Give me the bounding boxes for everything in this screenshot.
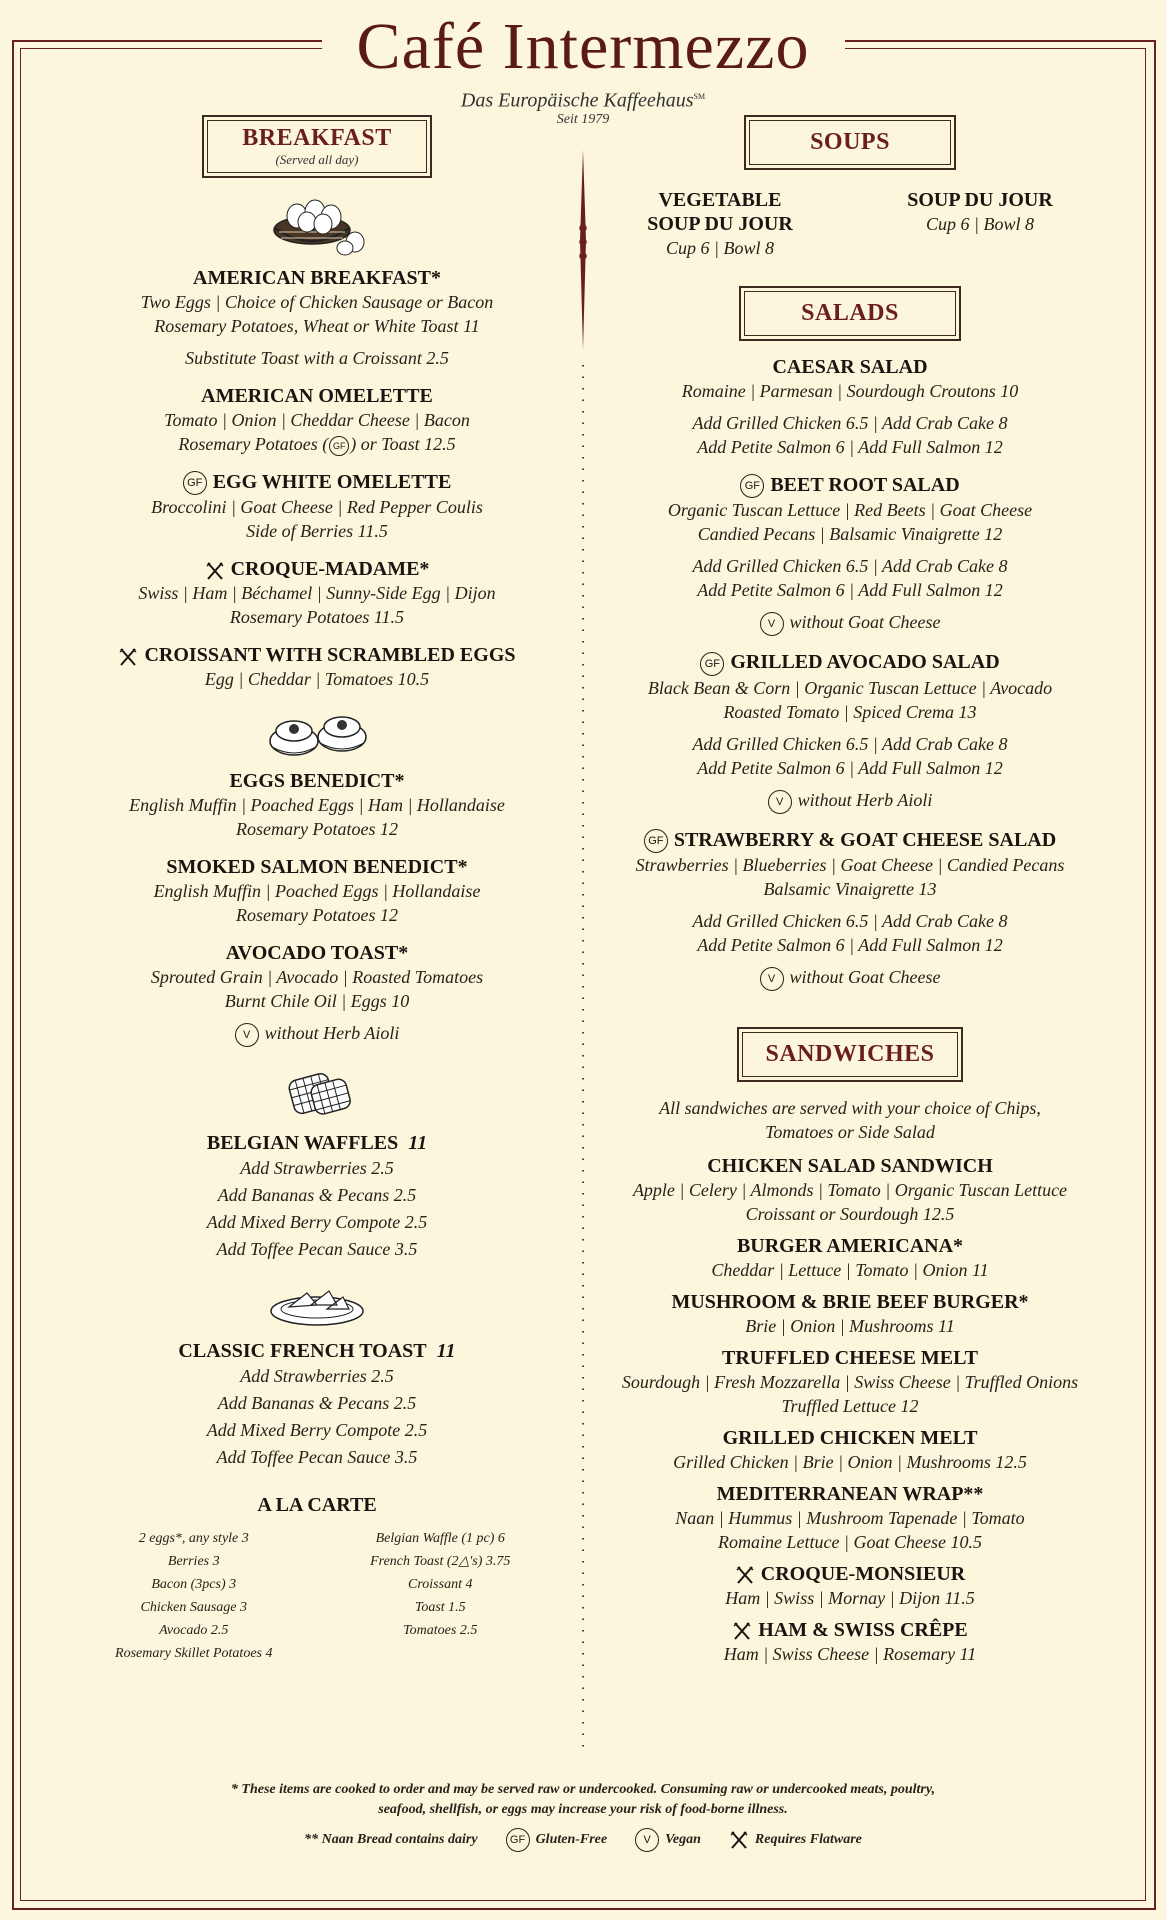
legend-vegan: Vegan — [665, 1832, 701, 1848]
menu-item-american-omelette — [60, 384, 574, 456]
item-desc: Truffled Lettuce 12 — [781, 1395, 919, 1416]
menu-item-strawberry-goat-salad — [590, 828, 1110, 991]
item-desc: Organic Tuscan Lettuce | Red Beets | Goat Cheese — [667, 500, 1033, 521]
a-la-carte-right — [326, 1527, 554, 1665]
menu-item-chicken-salad-sandwich — [590, 1154, 1110, 1226]
item-desc: Ham | Swiss | Mornay | Dijon 11.5 — [725, 1587, 975, 1608]
flatware-icon — [732, 1621, 752, 1641]
a-la-carte-item: Tomatoes 2.5 — [403, 1623, 478, 1639]
vegan-option: without Goat Cheese — [789, 612, 941, 633]
item-addon: Add Toffee Pecan Sauce 3.5 — [216, 1447, 418, 1468]
menu-item-american-breakfast — [60, 266, 574, 370]
item-addon: Add Grilled Chicken 6.5 | Add Crab Cake 8 — [692, 556, 1008, 577]
menu-item-mediterranean-wrap — [590, 1482, 1110, 1554]
item-name: HAM & SWISS CRÊPE — [758, 1618, 968, 1641]
menu-item-soup-du-jour — [907, 188, 1053, 260]
brand-header — [0, 8, 1166, 128]
a-la-carte-item: Chicken Sausage 3 — [140, 1600, 248, 1616]
egg-basket-illustration — [267, 194, 367, 256]
item-desc: ) or Toast 12.5 — [350, 434, 456, 454]
item-desc: Apple | Celery | Almonds | Tomato | Organic Tuscan Lettuce — [632, 1179, 1068, 1200]
legend-flatware: Requires Flatware — [754, 1832, 862, 1848]
breakfast-column — [60, 115, 574, 1665]
item-addon: Add Grilled Chicken 6.5 | Add Crab Cake 8 — [692, 733, 1008, 754]
item-desc: Side of Berries 11.5 — [246, 521, 388, 542]
item-name: GRILLED AVOCADO SALAD — [730, 651, 1000, 674]
item-name: BEET ROOT SALAD — [770, 474, 960, 496]
item-desc: Strawberries | Blueberries | Goat Cheese | Candied Pecans — [635, 854, 1065, 875]
item-name: STRAWBERRY & GOAT CHEESE SALAD — [673, 828, 1057, 851]
flatware-icon — [118, 647, 138, 667]
a-la-carte-title: A LA CARTE — [257, 1494, 377, 1517]
breakfast-title: BREAKFAST — [242, 125, 392, 151]
item-addon: Add Grilled Chicken 6.5 | Add Crab Cake 8 — [692, 910, 1008, 931]
item-addon: Add Grilled Chicken 6.5 | Add Crab Cake 8 — [692, 413, 1008, 433]
gluten-free-icon: GF — [506, 1828, 530, 1852]
item-desc: Two Eggs | Choice of Chicken Sausage or Bacon — [140, 292, 494, 312]
menu-item-croque-monsieur — [590, 1562, 1110, 1610]
item-addon: Add Bananas & Pecans 2.5 — [217, 1393, 417, 1414]
item-name: SOUP DU JOUR — [907, 189, 1053, 211]
soups-list — [590, 188, 1110, 260]
flatware-icon — [729, 1830, 749, 1850]
vegan-option: without Herb Aioli — [264, 1023, 400, 1044]
item-desc: Black Bean & Corn | Organic Tuscan Lettuce | Avocado — [647, 677, 1053, 698]
salads-header — [739, 286, 961, 341]
soups-title: SOUPS — [810, 129, 890, 155]
gluten-free-icon: GF — [183, 471, 207, 495]
brand-title: Café Intermezzo — [356, 10, 810, 83]
vegan-icon: V — [768, 790, 792, 814]
item-desc: Broccolini | Goat Cheese | Red Pepper Coulis — [151, 497, 483, 518]
brand-established: Seit 1979 — [556, 111, 610, 127]
item-desc: English Muffin | Poached Eggs | Ham | Hollandaise — [129, 795, 505, 816]
a-la-carte — [60, 1493, 574, 1665]
item-name: AMERICAN BREAKFAST* — [193, 267, 441, 289]
vegan-option: without Herb Aioli — [797, 789, 933, 810]
item-desc: Cheddar | Lettuce | Tomato | Onion 11 — [711, 1259, 989, 1280]
item-addon: Add Petite Salmon 6 | Add Full Salmon 12 — [697, 757, 1003, 778]
item-name: BELGIAN WAFFLES — [206, 1132, 399, 1155]
item-name: SMOKED SALMON BENEDICT* — [166, 856, 468, 879]
item-desc: Sprouted Grain | Avocado | Roasted Tomatoes — [150, 967, 484, 988]
item-addon: Add Strawberries 2.5 — [240, 1158, 394, 1179]
item-name: CAESAR SALAD — [772, 356, 928, 378]
menu-item-burger-americana — [590, 1234, 1110, 1282]
sandwiches-note: Tomatoes or Side Salad — [765, 1121, 935, 1142]
item-price: Cup 6 | Bowl 8 — [666, 238, 774, 258]
item-desc: Rosemary Potatoes 11.5 — [229, 607, 405, 628]
salads-title: SALADS — [801, 300, 899, 326]
legend — [60, 1828, 1106, 1852]
a-la-carte-item: Toast 1.5 — [414, 1600, 466, 1616]
sandwiches-title: SANDWICHES — [765, 1040, 935, 1067]
item-addon: Add Mixed Berry Compote 2.5 — [206, 1420, 428, 1441]
item-desc: Roasted Tomato | Spiced Crema 13 — [723, 701, 977, 722]
breakfast-header — [202, 115, 431, 178]
a-la-carte-item: French Toast (2△'s) 3.75 — [370, 1554, 511, 1570]
menu-item-ham-swiss-crepe — [590, 1618, 1110, 1666]
item-addon: Add Mixed Berry Compote 2.5 — [206, 1212, 428, 1233]
item-desc: Tomato | Onion | Cheddar Cheese | Bacon — [164, 410, 470, 430]
item-desc: Rosemary Potatoes ( — [178, 434, 329, 454]
a-la-carte-item: 2 eggs*, any style 3 — [138, 1531, 249, 1547]
item-name: MEDITERRANEAN WRAP** — [716, 1482, 984, 1505]
menu-item-french-toast — [60, 1339, 574, 1471]
item-desc: Croissant or Sourdough 12.5 — [745, 1203, 955, 1224]
brand-subtitle: Das Europäische Kaffeehaus — [460, 89, 694, 112]
waffle-illustration — [277, 1063, 357, 1121]
item-desc: Rosemary Potatoes 12 — [236, 819, 398, 840]
item-desc: Naan | Hummus | Mushroom Tapenade | Tomato — [675, 1507, 1025, 1528]
item-name: CROQUE-MADAME* — [230, 558, 430, 581]
item-name: BURGER AMERICANA* — [736, 1234, 964, 1257]
a-la-carte-item: Avocado 2.5 — [159, 1623, 229, 1639]
item-desc: Brie | Onion | Mushrooms 11 — [745, 1315, 955, 1336]
menu-item-croissant-eggs — [60, 643, 574, 691]
item-desc: Grilled Chicken | Brie | Onion | Mushrooms 12.5 — [673, 1451, 1027, 1472]
menu-item-vegetable-soup — [647, 188, 793, 260]
vegan-icon: V — [760, 612, 784, 636]
item-name: CHICKEN SALAD SANDWICH — [707, 1154, 993, 1177]
a-la-carte-item: Belgian Waffle (1 pc) 6 — [375, 1531, 505, 1547]
menu-item-grilled-chicken-melt — [590, 1426, 1110, 1474]
a-la-carte-left — [80, 1527, 308, 1665]
item-addon: Add Toffee Pecan Sauce 3.5 — [216, 1239, 418, 1260]
a-la-carte-item: Rosemary Skillet Potatoes 4 — [115, 1646, 273, 1662]
footer — [60, 1780, 1106, 1852]
item-name: TRUFFLED CHEESE MELT — [722, 1346, 978, 1369]
gluten-free-icon: GF — [740, 474, 764, 498]
item-name: EGG WHITE OMELETTE — [212, 471, 452, 493]
item-desc: English Muffin | Poached Eggs | Hollandaise — [153, 881, 481, 902]
item-desc: Balsamic Vinaigrette 13 — [763, 878, 937, 899]
a-la-carte-item: Bacon (3pcs) 3 — [151, 1577, 237, 1593]
menu-item-grilled-avocado-salad — [590, 650, 1110, 813]
item-name: CROQUE-MONSIEUR — [760, 1562, 966, 1585]
item-name: AVOCADO TOAST* — [225, 942, 409, 965]
item-name: GRILLED CHICKEN MELT — [722, 1426, 978, 1449]
menu-item-truffled-cheese-melt — [590, 1346, 1110, 1418]
item-name: CLASSIC FRENCH TOAST — [178, 1340, 427, 1363]
menu-item-smoked-salmon-benedict — [60, 855, 574, 927]
item-desc: Rosemary Potatoes 12 — [236, 905, 398, 926]
gluten-free-icon: GF — [644, 829, 668, 853]
right-column — [590, 115, 1110, 1666]
footer-disclaimer: seafood, shellfish, or eggs may increase your risk of food-borne illness. — [378, 1802, 788, 1817]
item-name: AMERICAN OMELETTE — [201, 385, 433, 407]
a-la-carte-item: Croissant 4 — [408, 1577, 473, 1593]
item-price: Cup 6 | Bowl 8 — [926, 214, 1034, 234]
item-name: MUSHROOM & BRIE BEEF BURGER* — [671, 1290, 1029, 1313]
footer-disclaimer: * These items are cooked to order and may be served raw or undercooked. Consuming raw or undercooked meats, poultry, — [230, 1782, 936, 1797]
soups-header — [744, 115, 956, 170]
eggs-benedict-illustration — [262, 707, 372, 763]
menu-item-eggs-benedict — [60, 769, 574, 841]
item-desc: Romaine | Parmesan | Sourdough Croutons 10 — [681, 381, 1019, 401]
breakfast-note: (Served all day) — [275, 152, 359, 167]
sandwiches-note: All sandwiches are served with your choice of Chips, — [659, 1097, 1041, 1118]
menu-item-avocado-toast — [60, 941, 574, 1047]
french-toast-illustration — [267, 1279, 367, 1329]
item-desc: Burnt Chile Oil | Eggs 10 — [224, 991, 410, 1012]
item-addon: Add Petite Salmon 6 | Add Full Salmon 12 — [697, 437, 1003, 457]
gluten-free-icon: GF — [700, 652, 724, 676]
menu-item-mushroom-brie-burger — [590, 1290, 1110, 1338]
item-desc: Egg | Cheddar | Tomatoes 10.5 — [204, 669, 430, 690]
item-desc: Swiss | Ham | Béchamel | Sunny-Side Egg | Dijon — [138, 583, 496, 604]
item-price: 11 — [408, 1132, 428, 1155]
sandwiches-header — [737, 1027, 962, 1082]
trademark: SM — [693, 92, 706, 101]
item-addon: Add Strawberries 2.5 — [240, 1366, 394, 1387]
item-addon: Substitute Toast with a Croissant 2.5 — [185, 348, 449, 368]
item-name: VEGETABLE — [658, 189, 782, 211]
a-la-carte-item: Berries 3 — [167, 1554, 220, 1570]
menu-item-beet-root-salad — [590, 473, 1110, 636]
menu-item-egg-white-omelette — [60, 470, 574, 543]
item-addon: Add Petite Salmon 6 | Add Full Salmon 12 — [697, 934, 1003, 955]
item-desc: Ham | Swiss Cheese | Rosemary 11 — [723, 1643, 977, 1664]
item-name: CROISSANT WITH SCRAMBLED EGGS — [144, 644, 516, 667]
item-price: 11 — [436, 1340, 456, 1363]
item-desc: Candied Pecans | Balsamic Vinaigrette 12 — [697, 524, 1003, 545]
item-addon: Add Petite Salmon 6 | Add Full Salmon 12 — [697, 580, 1003, 601]
item-name: EGGS BENEDICT* — [229, 770, 405, 793]
legend-gluten-free: Gluten-Free — [535, 1832, 608, 1848]
vegan-option: without Goat Cheese — [789, 966, 941, 987]
item-desc: Romaine Lettuce | Goat Cheese 10.5 — [718, 1531, 982, 1552]
flatware-icon — [735, 1565, 755, 1585]
menu-item-belgian-waffles — [60, 1131, 574, 1263]
flatware-icon — [205, 561, 225, 581]
legend-naan: ** Naan Bread contains dairy — [304, 1832, 478, 1847]
item-desc: Rosemary Potatoes, Wheat or White Toast 11 — [154, 316, 480, 336]
vegan-icon: V — [760, 967, 784, 991]
menu-item-caesar-salad — [590, 355, 1110, 459]
vegan-icon: V — [235, 1023, 259, 1047]
vegan-icon: V — [635, 1828, 659, 1852]
item-name: SOUP DU JOUR — [647, 213, 793, 235]
menu-item-croque-madame — [60, 557, 574, 629]
gluten-free-icon: GF — [329, 436, 349, 456]
item-desc: Sourdough | Fresh Mozzarella | Swiss Cheese | Truffled Onions — [621, 1371, 1079, 1392]
item-addon: Add Bananas & Pecans 2.5 — [217, 1185, 417, 1206]
